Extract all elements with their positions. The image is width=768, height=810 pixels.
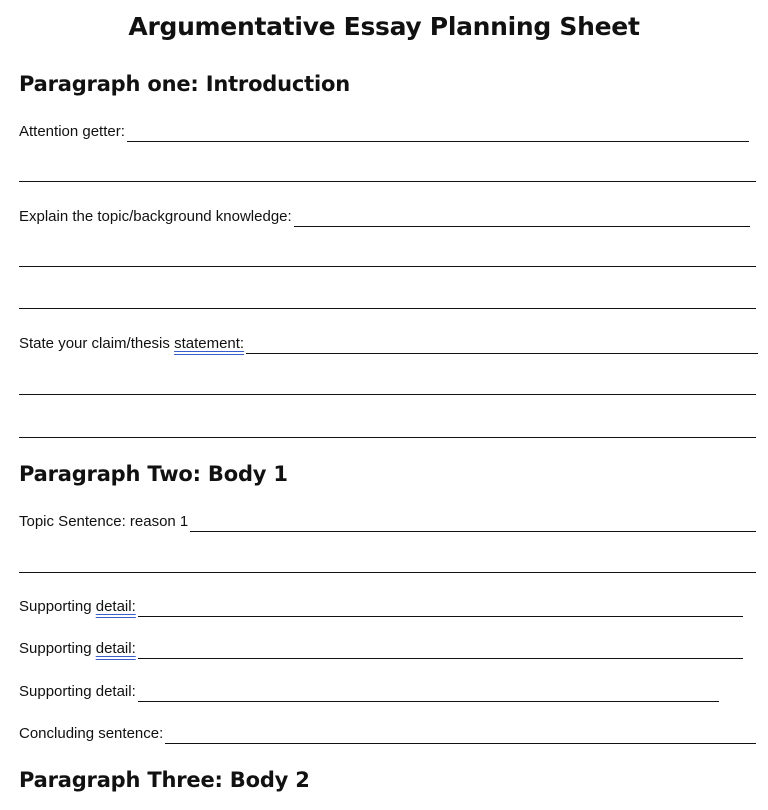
topic-sentence-label: Topic Sentence: reason 1 bbox=[19, 513, 189, 530]
answer-line[interactable] bbox=[19, 181, 756, 182]
attention-getter-blank[interactable] bbox=[127, 126, 749, 142]
supporting-detail-label bbox=[19, 639, 136, 659]
background-row bbox=[19, 207, 750, 227]
claim-blank[interactable] bbox=[246, 338, 758, 354]
concluding-sentence-label: Concluding sentence: bbox=[19, 725, 164, 742]
attention-getter-label: Attention getter: bbox=[19, 123, 125, 140]
answer-line[interactable] bbox=[19, 394, 756, 395]
answer-line[interactable] bbox=[19, 308, 756, 309]
claim-row bbox=[19, 334, 758, 354]
supporting-detail-row bbox=[19, 639, 743, 659]
supporting-label-detail: detail: bbox=[95, 598, 136, 615]
supporting-detail-row bbox=[19, 597, 743, 617]
claim-label bbox=[19, 334, 244, 354]
concluding-sentence-blank[interactable] bbox=[165, 728, 756, 744]
answer-line[interactable] bbox=[19, 266, 756, 267]
topic-sentence-blank[interactable] bbox=[190, 516, 756, 532]
supporting-label-text: Supporting bbox=[19, 640, 96, 657]
supporting-detail-blank[interactable] bbox=[138, 643, 743, 659]
background-blank[interactable] bbox=[294, 211, 750, 227]
supporting-detail-row bbox=[19, 682, 719, 702]
supporting-detail-blank[interactable] bbox=[138, 601, 743, 617]
answer-line[interactable] bbox=[19, 437, 756, 438]
topic-sentence-row bbox=[19, 512, 756, 532]
supporting-detail-label: Supporting detail: bbox=[19, 683, 136, 700]
claim-label-text: State your claim/thesis bbox=[19, 335, 175, 352]
supporting-detail-label bbox=[19, 597, 136, 617]
supporting-label-text: Supporting bbox=[19, 598, 96, 615]
answer-line[interactable] bbox=[19, 572, 756, 573]
concluding-sentence-row bbox=[19, 724, 756, 744]
section-heading-introduction: Paragraph one: Introduction bbox=[19, 72, 350, 96]
section-heading-body-1: Paragraph Two: Body 1 bbox=[19, 462, 288, 486]
background-label: Explain the topic/background knowledge: bbox=[19, 208, 292, 225]
claim-label-statement: statement: bbox=[174, 335, 245, 352]
document-title: Argumentative Essay Planning Sheet bbox=[128, 12, 640, 41]
supporting-label-detail: detail: bbox=[95, 640, 136, 657]
supporting-detail-blank[interactable] bbox=[138, 686, 719, 702]
attention-getter-row bbox=[19, 122, 749, 142]
section-heading-body-2: Paragraph Three: Body 2 bbox=[19, 768, 310, 792]
